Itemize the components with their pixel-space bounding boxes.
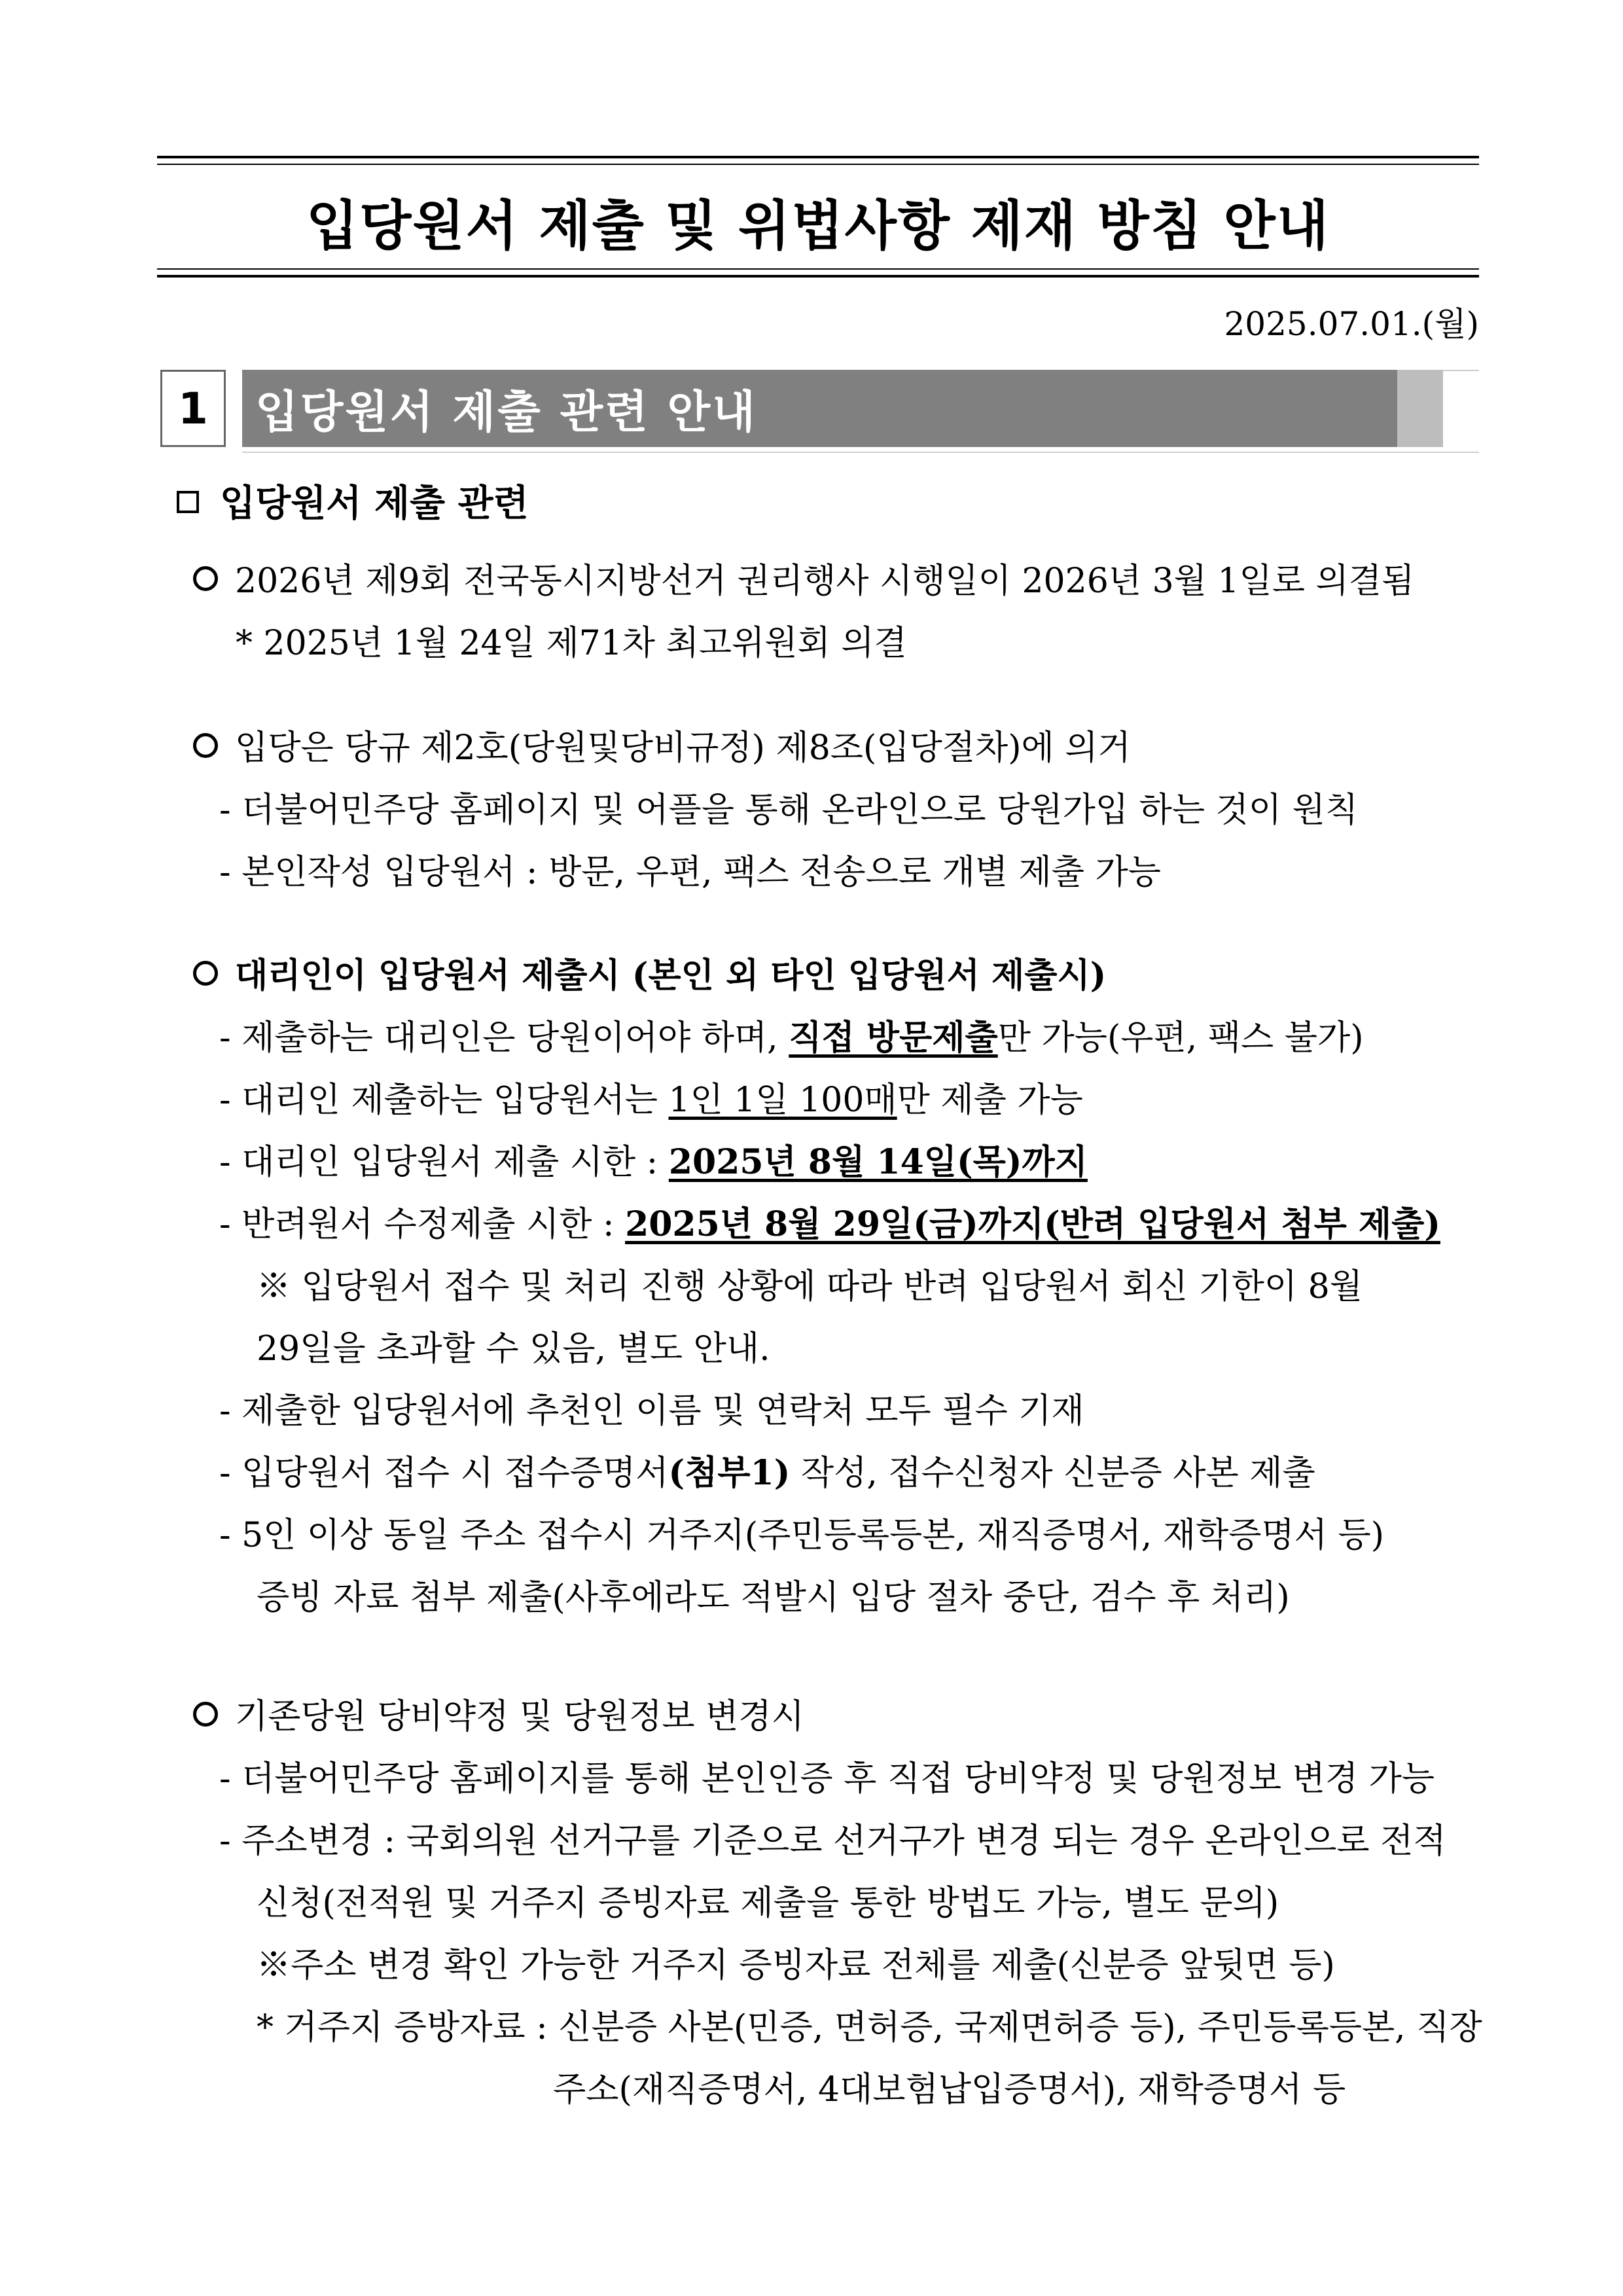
block4-note-1: ※주소 변경 확인 가능한 거주지 증빙자료 전체를 제출(신분증 앞뒷면 등): [257, 1946, 1335, 1985]
block3-item-4-emphasis: 2025년 8월 29일(금)까지(반려 입당원서 첨부 제출): [625, 1204, 1440, 1244]
block3-main: [193, 948, 1106, 997]
block3-item-1-pre: - 제출하는 대리인은 당원이어야 하며,: [219, 1018, 789, 1058]
circle-bullet-icon: [193, 566, 218, 591]
block2-main: [193, 720, 1131, 769]
block3-item-3-emphasis: 2025년 8월 14일(목)까지: [668, 1142, 1088, 1182]
block3-item-2-post: 만 제출 가능: [897, 1081, 1083, 1120]
title-rule-top-2: [157, 164, 1479, 165]
section-bar-end: [1397, 370, 1443, 447]
block4-item-1: - 더불어민주당 홈페이지를 통해 본인인증 후 직접 당비약정 및 당원정보 변경 가능: [219, 1759, 1435, 1799]
block4-note-2: * 거주지 증방자료 : 신분증 사본(민증, 면허증, 국제면허증 등), 주민등록등본, 직장: [257, 2008, 1482, 2047]
block4-item-2: - 주소변경 : 국회의원 선거구를 기준으로 선거구가 변경 되는 경우 온라인으로 전적: [219, 1821, 1446, 1861]
section-title: 입당원서 제출 관련 안내: [242, 370, 1397, 447]
block4-note-2-cont: 주소(재직증명서, 4대보험납입증명서), 재학증명서 등: [553, 2070, 1346, 2109]
block3-item-4: [219, 1196, 1440, 1246]
block4-main-text: 기존당원 당비약정 및 당원정보 변경시: [235, 1697, 804, 1736]
circle-bullet-icon: [193, 733, 218, 758]
section-line-bottom: [242, 452, 1479, 453]
block3-note-line-2: 29일을 초과할 수 있음, 별도 안내.: [257, 1329, 770, 1369]
block3-item-3-pre: - 대리인 입당원서 제출 시한 :: [219, 1143, 669, 1182]
block3-item-5: - 제출한 입당원서에 추천인 이름 및 연락처 모두 필수 기재: [219, 1391, 1084, 1431]
title-rule-bottom-1: [157, 268, 1479, 270]
title-rule-top-1: [157, 156, 1479, 158]
section-line-top: [1443, 370, 1479, 371]
block4-item-2-cont: 신청(전적원 및 거주지 증빙자료 제출을 통한 방법도 가능, 별도 문의): [257, 1884, 1279, 1923]
document-title: 입당원서 제출 및 위법사항 제재 방침 안내: [306, 195, 1330, 257]
block2-main-text: 입당은 당규 제2호(당원및당비규정) 제8조(입당절차)에 의거: [235, 728, 1131, 768]
block3-item-2: [219, 1072, 1083, 1121]
circle-bullet-icon: [193, 961, 218, 986]
block3-item-1-post: 만 가능(우편, 팩스 불가): [997, 1018, 1364, 1058]
checkbox-square-icon: [177, 491, 199, 513]
block3-main-text: 대리인이 입당원서 제출시 (본인 외 타인 입당원서 제출시): [235, 956, 1107, 996]
block3-item-6-pre: - 입당원서 접수 시 접수증명서: [219, 1454, 669, 1493]
block3-note-line-1: ※ 입당원서 접수 및 처리 진행 상황에 따라 반려 입당원서 회신 기한이 8월: [257, 1267, 1363, 1306]
block3-item-1-emphasis: 직접 방문제출: [789, 1018, 998, 1058]
block3-item-6-emphasis: (첨부1): [668, 1453, 791, 1493]
block1-main: [193, 553, 1414, 602]
title-rule-bottom-2: [157, 275, 1479, 278]
block2-item: - 더불어민주당 홈페이지 및 어플을 통해 온라인으로 당원가입 하는 것이 원칙: [219, 791, 1359, 830]
block3-item-7: - 5인 이상 동일 주소 접수시 거주지(주민등록등본, 재직증명서, 재학증명서 등): [219, 1516, 1385, 1555]
section-number: 1: [160, 370, 226, 447]
circle-bullet-icon: [193, 1702, 218, 1727]
block3-item-6: [219, 1445, 1315, 1494]
block1-main-text: 2026년 제9회 전국동시지방선거 권리행사 시행일이 2026년 3월 1일로 의결됨: [235, 562, 1415, 601]
block3-item-7-cont: 증빙 자료 첨부 제출(사후에라도 적발시 입당 절차 중단, 검수 후 처리): [257, 1578, 1290, 1617]
block1-note: * 2025년 1월 24일 제71차 최고위원회 의결: [236, 624, 907, 663]
document-date: 2025.07.01.(월): [1224, 305, 1479, 343]
block3-item-6-post: 작성, 접수신청자 신분증 사본 제출: [790, 1454, 1315, 1493]
block3-item-4-pre: - 반려원서 수정제출 시한 :: [219, 1205, 626, 1244]
subsection-heading: [177, 475, 529, 527]
subsection-label: 입당원서 제출 관련: [220, 482, 529, 525]
block3-item-3: [219, 1134, 1088, 1183]
block3-item-2-pre: - 대리인 제출하는 입당원서는: [219, 1081, 669, 1120]
block2-item: - 본인작성 입당원서 : 방문, 우편, 팩스 전송으로 개별 제출 가능: [219, 853, 1162, 892]
block3-item-1: [219, 1010, 1364, 1059]
block3-item-2-emphasis: 1인 1일 100매: [668, 1081, 897, 1120]
block4-main: [193, 1689, 804, 1738]
